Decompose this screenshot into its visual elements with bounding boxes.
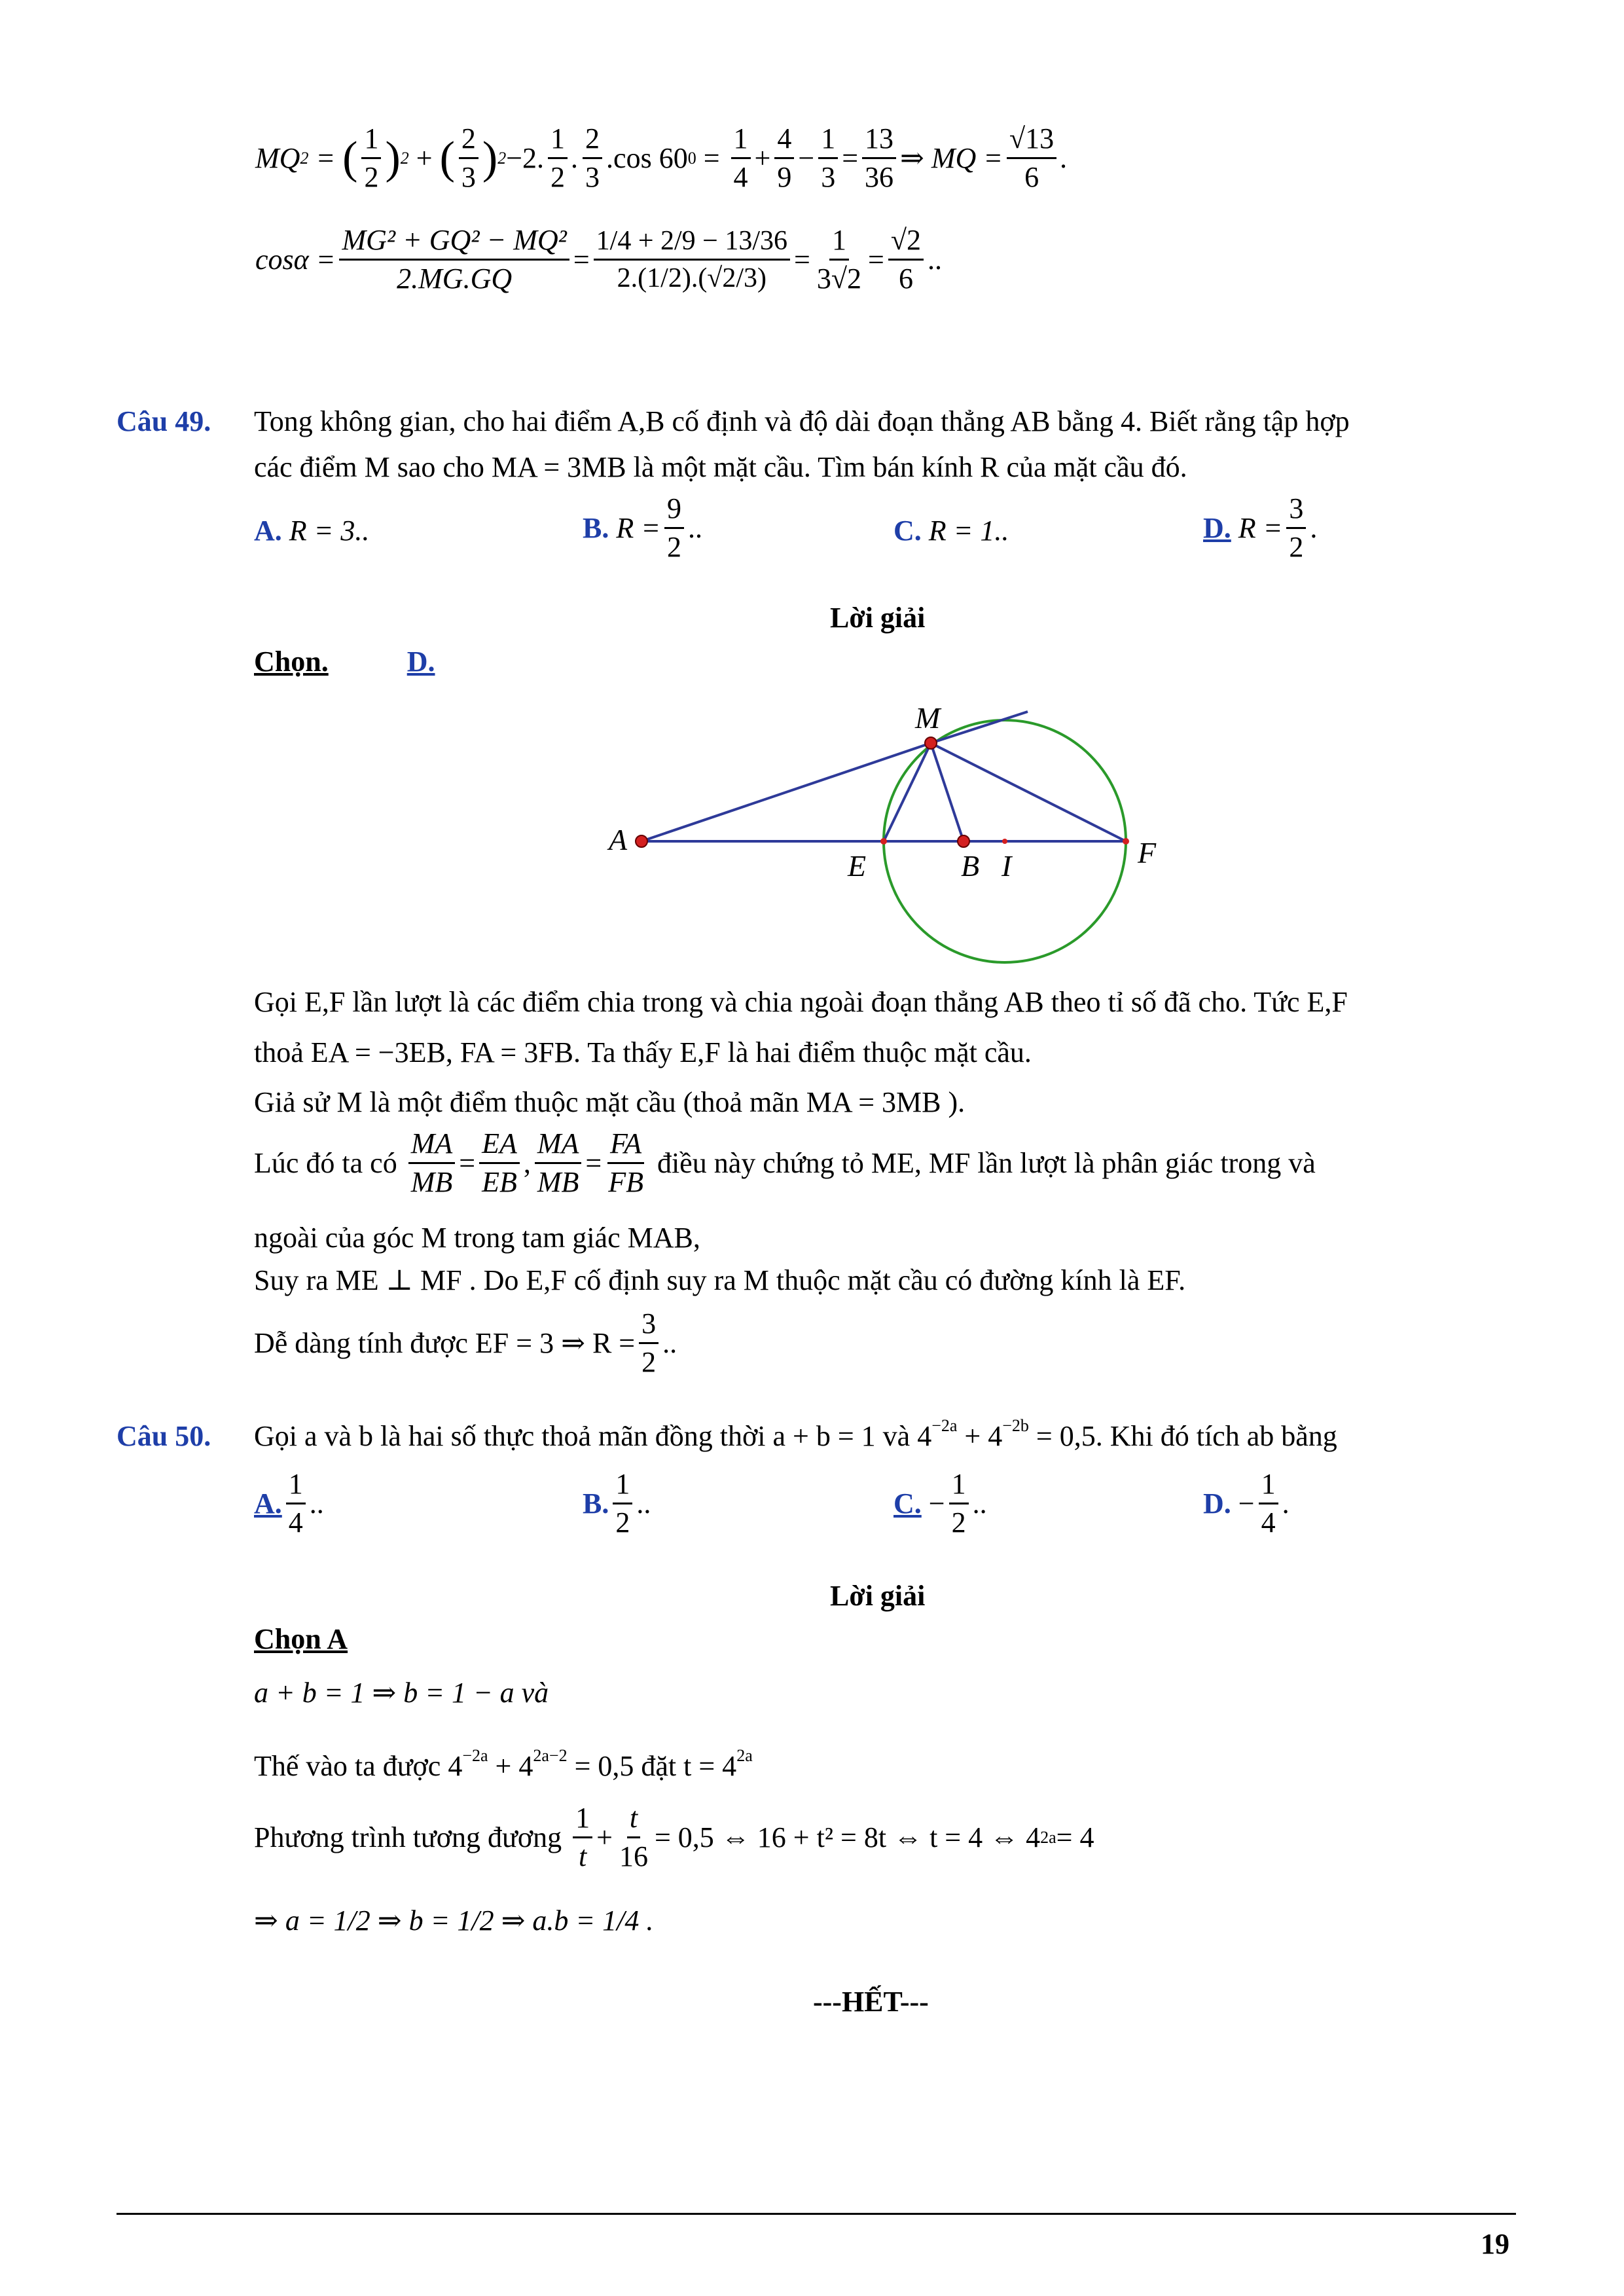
q49-para-2: thoả EA = −3EB, FA = 3FB. Ta thấy E,F là hai điểm thuộc mặt cầu. — [254, 1036, 1032, 1068]
formula-cos-alpha: cosα = $\frac{\text{MG² + GQ² − MQ²}}{2.MG.GQ}$ = $\frac{1/4 + 2/9 - 13/36}{2.(1/2).(√2/3)}$ = $\frac{1}{3√2}$ = $\frac{√2}{6}$ .. — [255, 224, 943, 295]
q49-text-1: Tong không gian, cho hai điểm A,B cố định và độ dài đoạn thẳng AB bằng 4. Biết rằng tập hợp — [254, 405, 1350, 437]
q49-para-7: Dễ dàng tính được EF = 3 ⇒ R = $\frac{3}{2}$ .. — [254, 1307, 677, 1378]
end-marker: ---HẾT--- — [813, 1986, 929, 2018]
point-b — [958, 835, 969, 847]
point-i — [1002, 839, 1007, 844]
q49-text-2: các điểm M sao cho MA = 3MB là một mặt cầu. Tìm bán kính R của mặt cầu đó. — [254, 451, 1187, 483]
label-a: A — [609, 823, 628, 856]
q49-label: Câu 49. — [117, 405, 211, 437]
mq-lhs: MQ — [255, 142, 300, 174]
q49-option-d[interactable]: D. R = $\frac{3}{2}$ . — [1203, 492, 1318, 563]
q50-line-4: ⇒ a = 1/2 ⇒ b = 1/2 ⇒ a.b = 1/4 . — [254, 1904, 654, 1937]
tangent-line — [931, 712, 1028, 743]
q50-option-b[interactable]: B. $\frac{1}{2}$ .. — [583, 1468, 651, 1539]
q50-option-a[interactable]: A. $\frac{1}{4}$ .. — [254, 1468, 324, 1539]
q50-solution-title: Lời giải — [830, 1580, 926, 1612]
label-b: B — [961, 849, 980, 883]
q49-para-6: Suy ra ME ⊥ MF . Do E,F cố định suy ra M thuộc mặt cầu có đường kính là EF. — [254, 1264, 1186, 1296]
label-m: M — [915, 701, 941, 735]
q50-text: Gọi a và b là hai số thực thoả mãn đồng thời a + b = 1 và $4^{-2a} + 4^{-2b} = 0,5$. Khi đó tích ab bằng — [254, 1416, 1337, 1452]
line-am — [641, 743, 931, 841]
point-f — [1123, 838, 1129, 845]
segment-mf — [931, 743, 1126, 841]
q50-line-1: a + b = 1 ⇒ b = 1 − a và — [254, 1677, 549, 1709]
q49-option-c[interactable]: C. R = 1.. — [893, 515, 1009, 547]
q49-solution-title: Lời giải — [830, 602, 926, 634]
label-f: F — [1138, 836, 1157, 869]
q49-para-5: ngoài của góc M trong tam giác MAB, — [254, 1222, 700, 1254]
q50-line-3: Phương trình tương đương $\frac{1}{t}$ + $\frac{t}{16}$ = 0,5 ⇔ 16 + t² = 8t ⇔ t = 4 ⇔ 4 2a = 4 — [254, 1802, 1094, 1872]
label-i: I — [1001, 849, 1012, 883]
q49-choose: Chọn. D. — [254, 646, 435, 678]
formula-mq: MQ 2 = ( $\frac{1}{2}$ ) 2 + ( $\frac{2}{3}$ ) 2 −2. $\frac{1}{2}$ . $\frac{2}{3}$ .cos 60 0 = $\frac{1}{4}$ + $\frac{4}{9}$ − $\frac{1}{3}$ = $\frac{13}{36}$ ⇒ MQ = $\frac{√13}{6}$ . — [255, 122, 1068, 193]
point-a — [636, 835, 647, 847]
q50-option-d[interactable]: D. − $\frac{1}{4}$ . — [1203, 1468, 1290, 1539]
point-m — [925, 737, 937, 749]
q50-choose: Chọn A — [254, 1623, 348, 1655]
q49-para-3: Giả sử M là một điểm thuộc mặt cầu (thoả mãn MA = 3MB ). — [254, 1086, 965, 1118]
q49-option-a[interactable]: A. R = 3.. — [254, 515, 370, 547]
q49-para-4: Lúc đó ta có $\frac{MA}{MB}$ = $\frac{EA}{EB}$ , $\frac{MA}{MB}$ = $\frac{FA}{FB}$ điều này chứng tỏ ME, MF lần lượt là phân giác trong và — [254, 1127, 1316, 1198]
point-e — [880, 838, 887, 845]
label-e: E — [848, 849, 867, 883]
footer-rule — [117, 2213, 1516, 2215]
q49-option-b[interactable]: B. R = $\frac{9}{2}$ .. — [583, 492, 702, 563]
page-number: 19 — [1481, 2228, 1509, 2260]
q50-line-2: Thế vào ta được $4^{-2a} + 4^{2a-2} = 0,5$ đặt $t = 4^{2a}$ — [254, 1746, 753, 1782]
q50-option-c[interactable]: C. − $\frac{1}{2}$ .. — [893, 1468, 987, 1539]
sphere-figure — [576, 694, 1157, 969]
q50-label: Câu 50. — [117, 1420, 211, 1452]
q49-para-1: Gọi E,F lần lượt là các điểm chia trong và chia ngoài đoạn thẳng AB theo tỉ số đã cho. Tức E,F — [254, 986, 1348, 1018]
